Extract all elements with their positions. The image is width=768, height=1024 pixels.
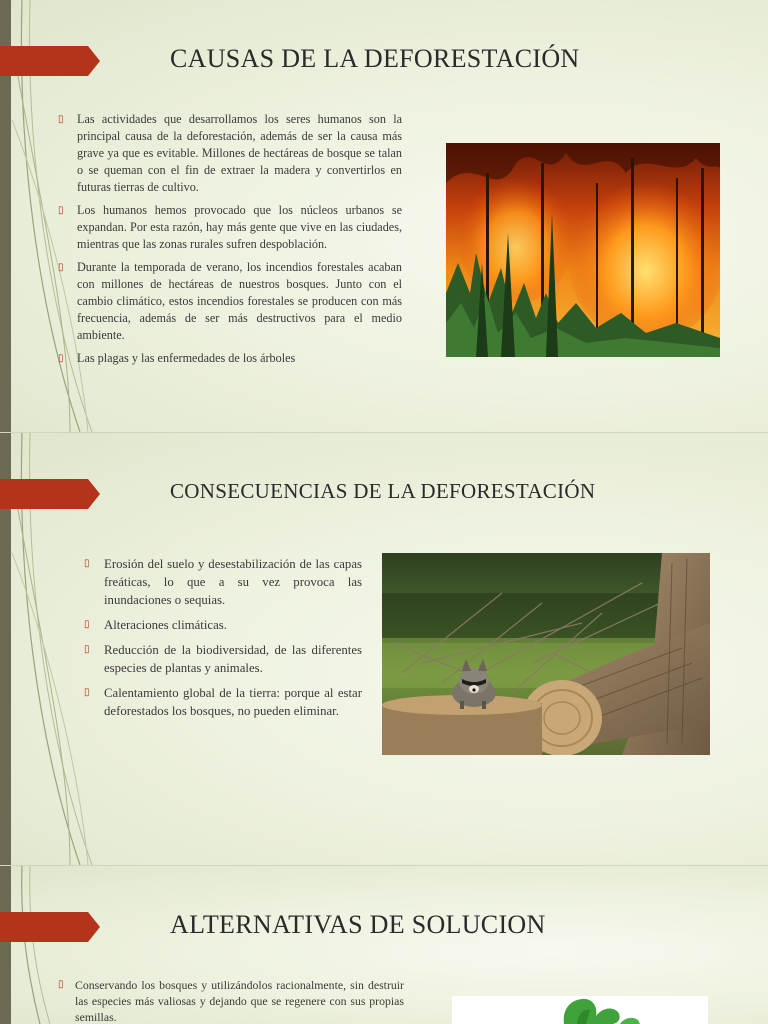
forest-fire-photo — [446, 143, 720, 357]
bullet-icon: ▯ — [84, 644, 90, 655]
bullet-list — [58, 111, 402, 367]
list-item-text: Erosión del suelo y desestabilización de las capas freáticas, lo que a su vez provoca las inundaciones o sequias. — [104, 557, 362, 607]
bullet-list — [84, 555, 362, 720]
slide-consecuencias — [0, 433, 768, 865]
list-item — [84, 641, 362, 677]
title-accent-tab — [0, 46, 100, 76]
green-plant-photo — [452, 996, 708, 1024]
title-accent-tab — [0, 912, 100, 942]
list-item — [58, 202, 402, 253]
bullet-icon: ▯ — [58, 114, 64, 125]
slide-title: ALTERNATIVAS DE SOLUCION — [170, 910, 546, 939]
list-item-text: Los humanos hemos provocado que los núcleos urbanos se expandan. Por esta razón, hay más gente que vive en las ciudades, mientras que las zonas rurales sufren despoblación. — [77, 203, 402, 251]
list-item-text: Reducción de la biodiversidad, de las diferentes especies de plantas y animales. — [104, 643, 362, 675]
list-item — [58, 111, 402, 196]
bullet-icon: ▯ — [58, 353, 64, 364]
list-item-text: Durante la temporada de verano, los incendios forestales acaban con millones de hectáreas de nuestros bosques. Junto con el cambio climático, estos incendios forestales se producen con más frecuencia, además de ser más destructivos para el medio ambiente. — [77, 260, 402, 342]
list-item-text: Calentamiento global de la tierra: porque al estar deforestados los bosques, no pueden eliminar. — [104, 686, 362, 718]
bullet-icon: ▯ — [84, 558, 90, 569]
list-item — [84, 555, 362, 609]
slide-alternativas — [0, 866, 768, 1024]
bullet-icon: ▯ — [84, 619, 90, 630]
slide-title: CONSECUENCIAS DE LA DEFORESTACIÓN — [170, 479, 596, 503]
list-item-text: Conservando los bosques y utilizándolos racionalmente, sin destruir las especies más valiosas y dejando que se regenere con sus propias semillas. — [75, 978, 404, 1024]
list-item — [58, 259, 402, 344]
bullet-icon: ▯ — [58, 262, 64, 273]
left-sidebar-bar — [0, 866, 11, 1024]
list-item — [84, 684, 362, 720]
title-accent-tab — [0, 479, 100, 509]
list-item-text: Las plagas y las enfermedades de los árboles — [77, 351, 296, 365]
list-item-text: Alteraciones climáticas. — [104, 618, 227, 632]
bullet-icon: ▯ — [58, 979, 64, 990]
raccoon-on-tree-stump-photo — [382, 553, 710, 755]
bullet-list — [58, 977, 404, 1024]
list-item — [58, 977, 404, 1024]
list-item — [84, 616, 362, 634]
slide-causas — [0, 0, 768, 432]
bullet-icon: ▯ — [84, 687, 90, 698]
slide-title: CAUSAS DE LA DEFORESTACIÓN — [170, 44, 580, 73]
bullet-icon: ▯ — [58, 205, 64, 216]
list-item-text: Las actividades que desarrollamos los seres humanos son la principal causa de la deforestación, además de ser la causa más grave ya que es evitable. Millones de hectáreas de bosque se talan o se queman con el fin de extraer la madera y convertirlos en futuras tierras de cultivo. — [77, 112, 402, 194]
list-item — [58, 350, 402, 367]
